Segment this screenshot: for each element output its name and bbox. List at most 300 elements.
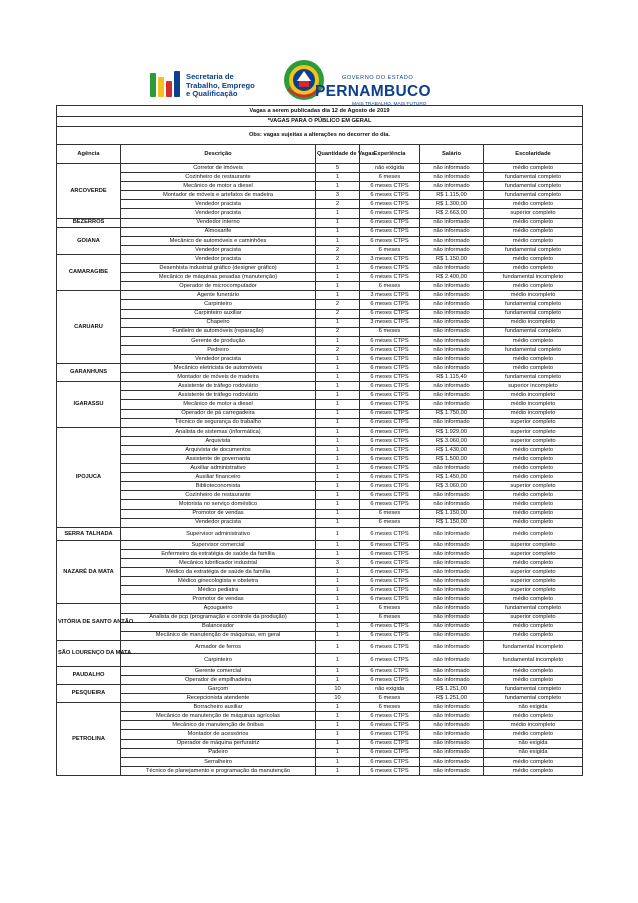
quantidade-cell: 1 (316, 712, 360, 721)
agencia-cell: SÃO LOURENÇO DA MATA (57, 640, 121, 666)
descricao-cell: Açougueiro (121, 604, 316, 613)
quantidade-cell: 1 (316, 464, 360, 473)
experiencia-cell: 6 meses CTPS (360, 549, 420, 558)
escolaridade-cell: médio completo (484, 455, 583, 464)
escolaridade-cell: fundamental incompleto (484, 653, 583, 666)
salario-cell: não informado (420, 613, 484, 622)
escolaridade-cell: não exigida (484, 703, 583, 712)
descricao-cell: Desenhista industrial gráfico (designer gráfico) (121, 264, 316, 273)
table-row (57, 653, 583, 666)
descricao-cell: Operador de máquina perfuratriz (121, 739, 316, 748)
agencia-cell: IPOJUCA (57, 427, 121, 527)
table-row (57, 604, 583, 613)
experiencia-cell: 6 meses (360, 694, 420, 703)
descricao-cell: Mecânico de motor a diesel (121, 400, 316, 409)
table-row (57, 218, 583, 227)
quantidade-cell: 2 (316, 200, 360, 209)
escolaridade-cell: médio completo (484, 336, 583, 345)
descricao-cell: Vendedor pracista (121, 518, 316, 527)
quantidade-cell: 1 (316, 675, 360, 684)
descricao-cell: Técnico de planejamento e programação da manutenção (121, 766, 316, 775)
table-row (57, 436, 583, 445)
salario-cell: R$ 1.251,00 (420, 694, 484, 703)
salario-cell: não informado (420, 291, 484, 300)
quantidade-cell: 3 (316, 191, 360, 200)
descricao-cell: Funileiro de automóveis (reparação) (121, 327, 316, 336)
descricao-cell: Arquivista de documentos (121, 445, 316, 454)
quantidade-cell: 1 (316, 364, 360, 373)
quantidade-cell: 10 (316, 694, 360, 703)
quantidade-cell: 1 (316, 757, 360, 766)
experiencia-cell: 3 meses CTPS (360, 291, 420, 300)
quantidade-cell: 1 (316, 445, 360, 454)
col-agencia: Agência (57, 145, 121, 164)
experiencia-cell: 6 meses CTPS (360, 236, 420, 245)
salario-cell: não informado (420, 527, 484, 540)
quantidade-cell: 1 (316, 264, 360, 273)
quantidade-cell: 1 (316, 622, 360, 631)
table-row (57, 540, 583, 549)
table-row (57, 300, 583, 309)
table-row (57, 739, 583, 748)
table-row (57, 509, 583, 518)
salario-cell: R$ 1.150,00 (420, 518, 484, 527)
salario-cell: não informado (420, 382, 484, 391)
escolaridade-cell: médio incompleto (484, 409, 583, 418)
quantidade-cell: 2 (316, 327, 360, 336)
quantidade-cell: 2 (316, 309, 360, 318)
salario-cell: não informado (420, 586, 484, 595)
descricao-cell: Mecânico de manutenção de máquinas agrícolas (121, 712, 316, 721)
quantidade-cell: 1 (316, 540, 360, 549)
table-row (57, 455, 583, 464)
experiencia-cell: 6 meses CTPS (360, 264, 420, 273)
agencia-cell: PETROLINA (57, 703, 121, 776)
salario-cell: R$ 1.450,00 (420, 473, 484, 482)
descricao-cell: Garçom (121, 684, 316, 693)
escolaridade-cell: fundamental incompleto (484, 273, 583, 282)
salario-cell: R$ 3.060,00 (420, 482, 484, 491)
experiencia-cell: 6 meses CTPS (360, 473, 420, 482)
escolaridade-cell: fundamental completo (484, 684, 583, 693)
table-row (57, 254, 583, 263)
quantidade-cell: 1 (316, 739, 360, 748)
experiencia-cell: 6 meses (360, 518, 420, 527)
salario-cell: não informado (420, 327, 484, 336)
table-row (57, 730, 583, 739)
descricao-cell: Promotor de vendas (121, 509, 316, 518)
experiencia-cell: 6 meses CTPS (360, 631, 420, 640)
table-row (57, 577, 583, 586)
quantidade-cell: 1 (316, 595, 360, 604)
descricao-cell: Mecânico de motor a diesel (121, 182, 316, 191)
table-row (57, 766, 583, 775)
experiencia-cell: 6 meses CTPS (360, 300, 420, 309)
descricao-cell: Almoxarife (121, 227, 316, 236)
table-row (57, 703, 583, 712)
agencia-cell: PAUDALHO (57, 666, 121, 684)
quantidade-cell: 1 (316, 455, 360, 464)
agencia-cell: BEZERROS (57, 218, 121, 227)
escolaridade-cell: superior completo (484, 549, 583, 558)
table-row (57, 558, 583, 567)
secretaria-line-3: e Qualificação (186, 89, 238, 99)
table-row (57, 595, 583, 604)
descricao-cell: Arquivista (121, 436, 316, 445)
agencia-cell: GARANHUNS (57, 364, 121, 382)
table-row (57, 757, 583, 766)
descricao-cell: Supervisor administrativo (121, 527, 316, 540)
table-row (57, 586, 583, 595)
quantidade-cell: 1 (316, 766, 360, 775)
experiencia-cell: 6 meses CTPS (360, 373, 420, 382)
escolaridade-cell: médio completo (484, 164, 583, 173)
table-row (57, 721, 583, 730)
escolaridade-cell: fundamental incompleto (484, 640, 583, 653)
table-row (57, 227, 583, 236)
salario-cell: não informado (420, 549, 484, 558)
escolaridade-cell: médio completo (484, 766, 583, 775)
table-row (57, 694, 583, 703)
table-row (57, 245, 583, 254)
salario-cell: não informado (420, 218, 484, 227)
escolaridade-cell: superior completo (484, 427, 583, 436)
salario-cell: não informado (420, 400, 484, 409)
experiencia-cell: 6 meses CTPS (360, 218, 420, 227)
escolaridade-cell: médio completo (484, 282, 583, 291)
salario-cell: R$ 1.929,00 (420, 427, 484, 436)
experiencia-cell: 6 meses CTPS (360, 436, 420, 445)
secretaria-line-2: Trabalho, Emprego (186, 80, 255, 90)
descricao-cell: Operador de pá carregadeira (121, 409, 316, 418)
escolaridade-cell: médio completo (484, 712, 583, 721)
escolaridade-cell: médio completo (484, 622, 583, 631)
quantidade-cell: 1 (316, 748, 360, 757)
experiencia-cell: 6 meses CTPS (360, 354, 420, 363)
escolaridade-cell: médio completo (484, 527, 583, 540)
experiencia-cell: 6 meses CTPS (360, 586, 420, 595)
descricao-cell: Promotor de vendas (121, 595, 316, 604)
salario-cell: não informado (420, 540, 484, 549)
table-row (57, 264, 583, 273)
quantidade-cell: 1 (316, 418, 360, 427)
descricao-cell: Chapeiro (121, 318, 316, 327)
col-escolaridade: Escolaridade (484, 145, 583, 164)
salario-cell: R$ 1.150,00 (420, 254, 484, 263)
quantidade-cell: 1 (316, 173, 360, 182)
quantidade-cell: 1 (316, 182, 360, 191)
quantidade-cell: 1 (316, 391, 360, 400)
escolaridade-cell: fundamental completo (484, 300, 583, 309)
table-row (57, 748, 583, 757)
table-row (57, 291, 583, 300)
table-row (57, 464, 583, 473)
quantidade-cell: 1 (316, 518, 360, 527)
table-row (57, 273, 583, 282)
table-row (57, 236, 583, 245)
descricao-cell: Vendedor pracista (121, 245, 316, 254)
experiencia-cell: 6 meses CTPS (360, 382, 420, 391)
escolaridade-cell: médio incompleto (484, 391, 583, 400)
salario-cell: não informado (420, 730, 484, 739)
quantidade-cell: 1 (316, 291, 360, 300)
escolaridade-cell: médio completo (484, 631, 583, 640)
descricao-cell: Assistente de governanta (121, 455, 316, 464)
experiencia-cell: 6 meses CTPS (360, 273, 420, 282)
quantidade-cell: 1 (316, 209, 360, 218)
quantidade-cell: 1 (316, 568, 360, 577)
escolaridade-cell: fundamental completo (484, 173, 583, 182)
escolaridade-cell: não exigida (484, 748, 583, 757)
table-row (57, 684, 583, 693)
experiencia-cell: 6 meses CTPS (360, 391, 420, 400)
escolaridade-cell: fundamental completo (484, 373, 583, 382)
salario-cell: não informado (420, 577, 484, 586)
quantidade-cell: 1 (316, 586, 360, 595)
descricao-cell: Vendedor pracista (121, 209, 316, 218)
experiencia-cell: 6 meses CTPS (360, 500, 420, 509)
escolaridade-cell: médio completo (484, 445, 583, 454)
escolaridade-cell: superior completo (484, 577, 583, 586)
quantidade-cell: 1 (316, 666, 360, 675)
escolaridade-cell: fundamental completo (484, 182, 583, 191)
agencia-cell: PESQUEIRA (57, 684, 121, 702)
descricao-cell: Cozinheiro de restaurante (121, 173, 316, 182)
escolaridade-cell: médio completo (484, 509, 583, 518)
experiencia-cell: 6 meses CTPS (360, 191, 420, 200)
escolaridade-cell: não exigida (484, 739, 583, 748)
salario-cell: R$ 2.663,00 (420, 209, 484, 218)
experiencia-cell: 6 meses (360, 282, 420, 291)
escolaridade-cell: fundamental completo (484, 327, 583, 336)
escolaridade-cell: superior completo (484, 436, 583, 445)
experiencia-cell: 3 meses CTPS (360, 318, 420, 327)
salario-cell: não informado (420, 354, 484, 363)
descricao-cell: Vendedor interno (121, 218, 316, 227)
quantidade-cell: 1 (316, 473, 360, 482)
table-row (57, 666, 583, 675)
state-name: PERNAMBUCO (315, 83, 431, 100)
quantidade-cell: 2 (316, 254, 360, 263)
escolaridade-cell: médio completo (484, 354, 583, 363)
experiencia-cell: 6 meses CTPS (360, 200, 420, 209)
escolaridade-cell: médio completo (484, 264, 583, 273)
descricao-cell: Mecânico eletricista de automóveis (121, 364, 316, 373)
descricao-cell: Enfermeiro da estratégia de saúde da família (121, 549, 316, 558)
salario-cell: R$ 1.251,00 (420, 684, 484, 693)
escolaridade-cell: superior completo (484, 613, 583, 622)
quantidade-cell: 3 (316, 558, 360, 567)
experiencia-cell: 6 meses (360, 245, 420, 254)
experiencia-cell: 6 meses CTPS (360, 418, 420, 427)
salario-cell: não informado (420, 568, 484, 577)
agencia-cell: ARCOVERDE (57, 164, 121, 219)
descricao-cell: Médico pediatra (121, 586, 316, 595)
descricao-cell: Gerente de produção (121, 336, 316, 345)
table-row (57, 173, 583, 182)
secretaria-logo (146, 71, 268, 105)
table-row (57, 282, 583, 291)
salario-cell: R$ 1.500,00 (420, 455, 484, 464)
quantidade-cell: 1 (316, 282, 360, 291)
escolaridade-cell: superior completo (484, 586, 583, 595)
descricao-cell: Motorista no serviço doméstico (121, 500, 316, 509)
table-row (57, 373, 583, 382)
experiencia-cell: 6 meses CTPS (360, 464, 420, 473)
escolaridade-cell: médio completo (484, 473, 583, 482)
quantidade-cell: 2 (316, 300, 360, 309)
salario-cell: não informado (420, 766, 484, 775)
salario-cell: não informado (420, 182, 484, 191)
experiencia-cell: 6 meses CTPS (360, 482, 420, 491)
experiencia-cell: 6 meses CTPS (360, 721, 420, 730)
salario-cell: não informado (420, 558, 484, 567)
escolaridade-cell: fundamental completo (484, 694, 583, 703)
salario-cell: R$ 1.750,00 (420, 409, 484, 418)
table-row (57, 209, 583, 218)
table-row (57, 491, 583, 500)
experiencia-cell: 6 meses CTPS (360, 540, 420, 549)
experiencia-cell: 6 meses (360, 327, 420, 336)
quantidade-cell: 1 (316, 653, 360, 666)
salario-cell: não informado (420, 345, 484, 354)
quantidade-cell: 1 (316, 218, 360, 227)
experiencia-cell: 6 meses (360, 613, 420, 622)
table-row (57, 409, 583, 418)
salario-cell: não informado (420, 418, 484, 427)
quantidade-cell: 1 (316, 549, 360, 558)
salario-cell: não informado (420, 336, 484, 345)
experiencia-cell: 6 meses CTPS (360, 345, 420, 354)
descricao-cell: Recepcionista atendente (121, 694, 316, 703)
descricao-cell: Vendedor pracista (121, 354, 316, 363)
experiencia-cell: 6 meses CTPS (360, 757, 420, 766)
experiencia-cell: 6 meses CTPS (360, 491, 420, 500)
table-row (57, 613, 583, 622)
salario-cell: não informado (420, 622, 484, 631)
salario-cell: R$ 1.115,00 (420, 191, 484, 200)
descricao-cell: Vendedor pracista (121, 254, 316, 263)
escolaridade-cell: médio completo (484, 675, 583, 684)
col-salario: Salário (420, 145, 484, 164)
table-row (57, 391, 583, 400)
descricao-cell: Técnico de segurança do trabalho (121, 418, 316, 427)
quantidade-cell: 1 (316, 436, 360, 445)
escolaridade-cell: superior completo (484, 540, 583, 549)
quantidade-cell: 10 (316, 684, 360, 693)
escolaridade-cell: médio completo (484, 730, 583, 739)
agencia-cell: CARUARU (57, 291, 121, 364)
descricao-cell: Analista de sistemas (informática) (121, 427, 316, 436)
table-row (57, 309, 583, 318)
descricao-cell: Padeiro (121, 748, 316, 757)
salario-cell: não informado (420, 236, 484, 245)
gov-line: GOVERNO DO ESTADO (342, 75, 414, 81)
table-row (57, 382, 583, 391)
experiencia-cell: 6 meses CTPS (360, 739, 420, 748)
experiencia-cell: 3 meses CTPS (360, 254, 420, 263)
descricao-cell: Carpinteiro (121, 300, 316, 309)
salario-cell: não informado (420, 721, 484, 730)
vagas-table (56, 105, 583, 776)
quantidade-cell: 1 (316, 382, 360, 391)
salario-cell: R$ 1.150,00 (420, 509, 484, 518)
table-row (57, 640, 583, 653)
table-row (57, 318, 583, 327)
experiencia-cell: 6 meses CTPS (360, 675, 420, 684)
column-header-row (57, 145, 583, 164)
experiencia-cell: 6 meses CTPS (360, 730, 420, 739)
escolaridade-cell: superior completo (484, 568, 583, 577)
salario-cell: R$ 1.430,00 (420, 445, 484, 454)
experiencia-cell: 6 meses CTPS (360, 712, 420, 721)
escolaridade-cell: médio completo (484, 757, 583, 766)
salario-cell: não informado (420, 491, 484, 500)
table-row (57, 622, 583, 631)
escolaridade-cell: médio completo (484, 491, 583, 500)
descricao-cell: Analista de pcp (programação e controle da produção) (121, 613, 316, 622)
descricao-cell: Carpinteiro auxiliar (121, 309, 316, 318)
salario-cell: não informado (420, 640, 484, 653)
doc-title: Vagas a serem publicadas dia 12 de Agosto de 2019 (57, 106, 583, 117)
experiencia-cell: 6 meses CTPS (360, 653, 420, 666)
salario-cell: não informado (420, 604, 484, 613)
descricao-cell: Biblioteconomista (121, 482, 316, 491)
descricao-cell: Corretor de imóveis (121, 164, 316, 173)
quantidade-cell: 1 (316, 482, 360, 491)
descricao-cell: Mecânico de máquinas pesadas (manutenção) (121, 273, 316, 282)
doc-subtitle: *VAGAS PARA O PÚBLICO EM GERAL (57, 117, 583, 127)
experiencia-cell: 6 meses (360, 703, 420, 712)
experiencia-cell: 6 meses (360, 509, 420, 518)
salario-cell: não informado (420, 227, 484, 236)
descricao-cell: Mecânico de automóveis e caminhões (121, 236, 316, 245)
table-row (57, 549, 583, 558)
quantidade-cell: 1 (316, 427, 360, 436)
salario-cell: não informado (420, 164, 484, 173)
escolaridade-cell: médio completo (484, 364, 583, 373)
escolaridade-cell: superior completo (484, 482, 583, 491)
table-row (57, 568, 583, 577)
agencia-cell: CAMARAGIBE (57, 254, 121, 290)
experiencia-cell: 6 meses CTPS (360, 748, 420, 757)
descricao-cell: Operador de microcomputador (121, 282, 316, 291)
table-row (57, 473, 583, 482)
quantidade-cell: 1 (316, 640, 360, 653)
experiencia-cell: não exigida (360, 164, 420, 173)
descricao-cell: Mecânico de manutenção de máquinas, em geral (121, 631, 316, 640)
salario-cell: não informado (420, 464, 484, 473)
table-row (57, 191, 583, 200)
salario-cell: não informado (420, 300, 484, 309)
agencia-cell: SERRA TALHADA (57, 527, 121, 540)
table-row (57, 200, 583, 209)
experiencia-cell: 6 meses CTPS (360, 577, 420, 586)
experiencia-cell: 6 meses CTPS (360, 445, 420, 454)
experiencia-cell: não exigida (360, 684, 420, 693)
escolaridade-cell: médio incompleto (484, 721, 583, 730)
table-row (57, 418, 583, 427)
escolaridade-cell: médio incompleto (484, 318, 583, 327)
quantidade-cell: 1 (316, 527, 360, 540)
experiencia-cell: 6 meses CTPS (360, 595, 420, 604)
table-row (57, 482, 583, 491)
escolaridade-cell: médio completo (484, 595, 583, 604)
salario-cell: não informado (420, 703, 484, 712)
salario-cell: não informado (420, 173, 484, 182)
escolaridade-cell: médio completo (484, 666, 583, 675)
escolaridade-cell: médio incompleto (484, 291, 583, 300)
